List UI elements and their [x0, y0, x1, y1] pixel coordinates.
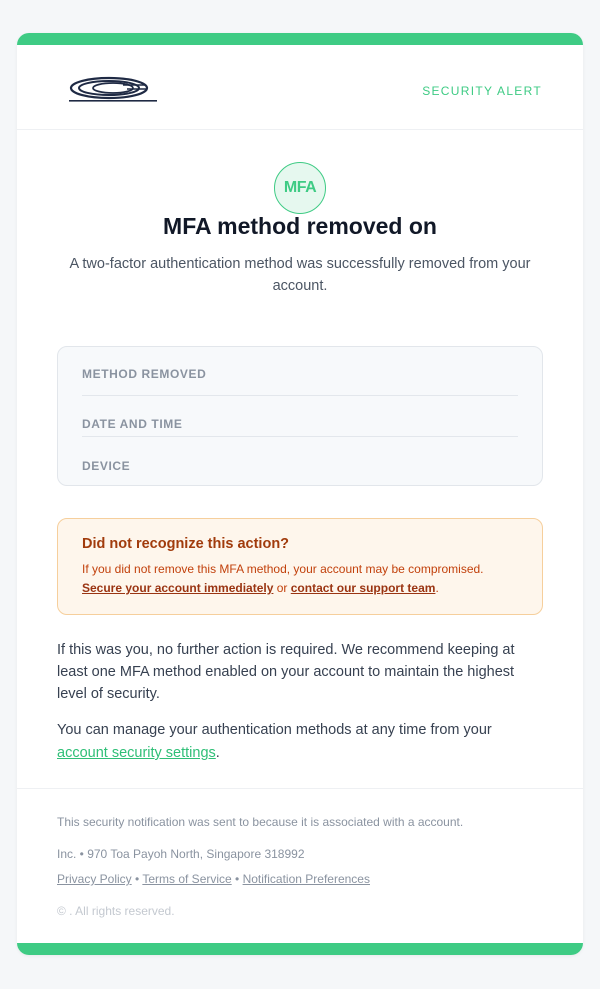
mfa-badge: MFA — [274, 162, 326, 214]
detail-row-datetime — [82, 396, 518, 437]
email-card — [17, 33, 583, 955]
contact-support-link[interactable]: contact our support team — [290, 581, 436, 595]
security-alert-label: SECURITY ALERT — [422, 84, 542, 98]
footer-note: This security notification was sent to because it is associated with a account. — [57, 815, 464, 829]
accent-bar-top — [17, 33, 583, 45]
footer-separator: • — [231, 872, 243, 886]
body-paragraph-2 — [57, 719, 543, 765]
warning-message: If you did not remove this MFA method, your account may be compromised. — [82, 562, 484, 576]
warning-text — [82, 560, 518, 598]
copyright: © . All rights reserved. — [57, 904, 175, 918]
footer-divider — [17, 788, 583, 789]
privacy-policy-link[interactable]: Privacy Policy — [57, 872, 132, 886]
email-header — [17, 45, 583, 130]
footer-address: Inc. • 970 Toa Payoh North, Singapore 318992 — [57, 847, 305, 861]
detail-label: METHOD REMOVED — [82, 367, 207, 381]
detail-label: DEVICE — [82, 458, 131, 473]
details-panel — [57, 346, 543, 486]
notification-preferences-link[interactable]: Notification Preferences — [242, 872, 370, 886]
warning-box — [57, 518, 543, 615]
para2-prefix: You can manage your authentication methods at any time from your — [57, 722, 492, 738]
secure-account-link[interactable]: Secure your account immediately — [82, 581, 274, 595]
accent-bar-bottom — [17, 943, 583, 955]
body-paragraph-1: If this was you, no further action is required. We recommend keeping at least one MFA method enabled on your account to maintain the highest level of security. — [57, 642, 515, 702]
detail-label: DATE AND TIME — [82, 417, 183, 431]
detail-row-device — [82, 437, 518, 478]
para2-suffix: . — [215, 745, 220, 761]
page-title: MFA method removed on — [163, 213, 437, 239]
warning-connector: or — [273, 581, 291, 595]
footer-links — [57, 872, 543, 886]
warning-title: Did not recognize this action? — [82, 536, 290, 552]
detail-row-method — [82, 347, 518, 396]
terms-of-service-link[interactable]: Terms of Service — [142, 872, 232, 886]
account-security-settings-link[interactable]: account security settings — [57, 745, 216, 761]
footer-separator: • — [131, 872, 143, 886]
brand-logo-icon — [67, 75, 159, 105]
warning-end: . — [435, 581, 439, 595]
page-subtitle: A two-factor authentication method was successfully removed from your account. — [69, 256, 531, 294]
